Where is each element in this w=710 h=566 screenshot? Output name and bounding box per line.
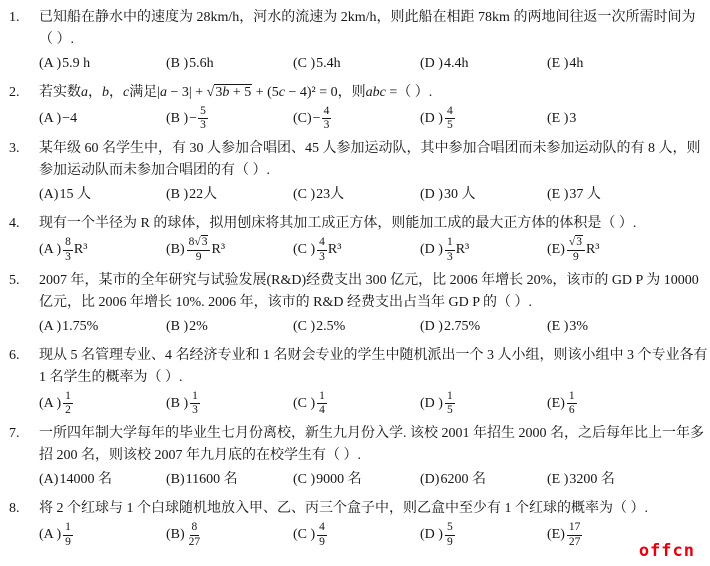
sqrt-symbol: √	[206, 85, 215, 100]
option-value: 6200 名	[440, 472, 486, 488]
answer-option-B	[166, 105, 293, 132]
option-value	[566, 521, 584, 548]
answer-option-C	[293, 316, 420, 338]
question-text-line: 2007 年，某市的全年研究与试验发展(R&D)经费支出 300 亿元，比 2006 年增长 20%，该市的 GD P 为 10000	[39, 272, 699, 288]
fraction-denominator: 5	[446, 404, 453, 417]
answer-option-B	[166, 316, 293, 338]
sqrt-radicand: 3b + 5	[215, 85, 252, 100]
question-1	[9, 7, 698, 76]
option-value: 3	[569, 110, 577, 126]
option-value: 22人	[189, 187, 218, 203]
fraction-denominator: 3	[446, 250, 453, 263]
fraction-numerator: 4	[445, 105, 455, 119]
option-value	[62, 521, 74, 548]
fraction	[567, 236, 585, 263]
fraction-numerator: 1	[190, 390, 200, 404]
option-value: 11600 名	[185, 472, 238, 488]
fraction	[63, 236, 73, 263]
answer-option-E	[547, 390, 578, 417]
option-label: (A )	[39, 395, 62, 411]
option-label: (A )	[39, 318, 62, 334]
question-list	[9, 7, 708, 549]
question-number: 5.	[9, 272, 20, 288]
answer-option-A	[39, 236, 166, 263]
sqrt	[207, 84, 253, 100]
option-value: 4.4h	[443, 56, 469, 71]
question-text-line: 参加运动队而未参加合唱团的有（ ）.	[39, 163, 270, 179]
question-text-line: 一所四年制大学每年的毕业生七月份离校，新生九月份入学. 该校 2001 年招生 2000 名，之后每年比上一年多	[39, 426, 704, 442]
fraction-numerator: 1	[63, 390, 73, 404]
option-label: (D )	[420, 56, 443, 71]
fraction-numerator: 8√3	[187, 236, 211, 250]
fraction-numerator: 4	[317, 521, 327, 535]
answer-option-A	[39, 184, 166, 206]
option-label: (C )	[293, 56, 316, 71]
offcn-logo: offcn	[638, 541, 695, 561]
question-number: 3.	[9, 141, 20, 157]
option-value: 3%	[569, 318, 589, 334]
answer-option-B	[166, 521, 293, 548]
question-body	[39, 498, 698, 548]
option-value	[444, 389, 456, 417]
fraction	[198, 105, 208, 132]
question-number: 2.	[9, 85, 20, 100]
fraction	[567, 390, 577, 417]
answer-option-E	[547, 184, 601, 206]
question-body	[39, 423, 704, 492]
question-text-line: 招 200 名，则该校 2007 年九月底的在校学生有（ ）.	[39, 448, 361, 464]
option-value	[189, 389, 201, 417]
sqrt	[569, 235, 583, 248]
question-body	[39, 82, 698, 132]
option-value: 5.6h	[189, 56, 214, 71]
question-text-line: 若实数a，b，c满足|a − 3| + √3b + 5 + (5c − 4)² = 0，则abc =（ ）.	[39, 85, 433, 100]
answer-option-A	[39, 53, 166, 75]
question-4	[9, 213, 698, 263]
answer-options-row	[39, 390, 698, 417]
option-label: (A )	[39, 242, 62, 258]
answer-option-D	[420, 316, 547, 338]
math-variable: c	[278, 85, 285, 100]
question-3	[9, 138, 701, 207]
answer-option-C	[293, 390, 420, 417]
question-body	[39, 7, 698, 76]
fraction	[190, 390, 200, 417]
option-value: 37 人	[569, 187, 601, 203]
question-text-line: 亿元，比 2006 年增长 10%. 2006 年，该市的 R&D 经费支出占当年 GD P 的（ ）.	[39, 294, 532, 310]
fraction	[63, 390, 73, 417]
answer-option-C	[293, 469, 420, 491]
math-variable: c	[123, 85, 130, 100]
option-value: 1.75%	[62, 318, 99, 334]
answer-option-D	[420, 390, 547, 417]
answer-option-E	[547, 53, 583, 75]
question-number: 1.	[9, 10, 20, 25]
fraction-denominator: 27	[188, 535, 201, 548]
option-label: (B )	[166, 318, 189, 334]
answer-option-B	[166, 184, 293, 206]
fraction-numerator: 17	[567, 521, 583, 535]
option-label: (D )	[420, 395, 443, 411]
answer-option-E	[547, 236, 600, 263]
sqrt-symbol: √	[568, 236, 576, 249]
fraction	[187, 521, 203, 548]
option-label: (B )	[166, 395, 189, 411]
answer-option-C	[293, 53, 420, 75]
option-value: 30 人	[443, 187, 476, 203]
option-value: 9000 名	[316, 472, 362, 488]
answer-option-E	[547, 316, 588, 338]
answer-option-D	[420, 53, 547, 75]
answer-options-row	[39, 52, 698, 76]
option-label: (C )	[293, 527, 316, 543]
fraction-numerator: 1	[445, 390, 455, 404]
fraction	[445, 236, 455, 263]
fraction-numerator: 5	[445, 521, 455, 535]
fraction-denominator: 2	[65, 404, 71, 417]
answer-options-row	[39, 315, 698, 339]
answer-option-B	[166, 236, 293, 263]
sqrt-radicand: 3	[576, 236, 582, 249]
fraction-numerator	[567, 236, 585, 250]
fraction-numerator: 8	[190, 521, 200, 535]
option-value	[444, 521, 456, 548]
option-label: (A )	[39, 56, 62, 71]
option-label: (D )	[420, 187, 443, 203]
option-label: (B )	[166, 56, 189, 71]
option-label: (E )	[547, 318, 569, 334]
fraction-denominator: 27	[568, 535, 581, 548]
answer-option-D	[420, 521, 547, 548]
fraction-denominator: 6	[568, 404, 575, 417]
option-value: − $\frac{5}{3}$	[189, 105, 206, 132]
question-text-line: 1 名学生的概率为（ ）.	[39, 369, 183, 385]
option-label: (D )	[420, 242, 443, 258]
option-value	[316, 521, 328, 548]
answer-option-A	[39, 316, 166, 338]
question-7	[9, 423, 704, 492]
sqrt	[194, 235, 208, 248]
fraction	[63, 521, 73, 548]
option-label: (C )	[293, 187, 316, 203]
question-body	[39, 213, 698, 263]
fraction-numerator: 1	[317, 390, 327, 404]
option-label: (B)	[166, 242, 185, 258]
option-label: (A )	[39, 527, 62, 543]
answer-option-D	[420, 236, 547, 263]
answer-option-C	[293, 184, 420, 206]
answer-option-B	[166, 53, 293, 75]
question-number: 4.	[9, 216, 20, 232]
fraction-numerator: 1	[445, 236, 455, 250]
option-label: (E)	[547, 242, 565, 258]
answer-option-C	[293, 521, 420, 548]
option-label: (E)	[547, 527, 565, 543]
fraction-denominator: 3	[65, 250, 71, 263]
option-value: $\frac{1}{3}$ R³	[446, 236, 470, 263]
sqrt-symbol: √	[194, 236, 201, 249]
option-label: (A)	[39, 187, 59, 203]
fraction	[445, 521, 455, 548]
answer-option-A	[39, 108, 166, 130]
option-label: (D )	[420, 527, 443, 543]
option-value: − $\frac{4}{3}$	[312, 105, 330, 132]
option-value: $\frac{8}{3}$ R³	[65, 236, 88, 263]
question-number: 6.	[9, 347, 20, 363]
option-value: 2.5%	[316, 318, 346, 334]
fraction	[187, 236, 211, 263]
fraction-numerator: 8	[63, 236, 73, 250]
fraction-numerator: 1	[63, 521, 73, 535]
option-label: (B)	[166, 527, 185, 543]
question-8	[9, 498, 698, 548]
fraction-denominator: 3	[319, 250, 325, 263]
option-value: 2%	[189, 318, 208, 334]
fraction-denominator: 4	[319, 404, 325, 417]
option-label: (B)	[166, 472, 185, 488]
math-variable: a	[81, 85, 88, 100]
option-label: (D )	[420, 110, 443, 126]
answer-option-E	[547, 108, 576, 130]
math-variable: a	[160, 85, 168, 100]
fraction-denominator: 5	[446, 119, 453, 132]
answer-option-A	[39, 390, 166, 417]
answer-options-row	[39, 105, 698, 132]
fraction	[317, 521, 327, 548]
math-variable: b	[102, 85, 109, 100]
option-label: (A )	[39, 110, 62, 126]
answer-options-row	[39, 183, 698, 207]
answer-option-C	[293, 105, 420, 132]
option-value: $\frac{4}{3}$ R³	[319, 236, 342, 263]
answer-option-D	[420, 105, 547, 132]
answer-option-A	[39, 521, 166, 548]
answer-option-E	[547, 469, 615, 491]
fraction-denominator: 9	[319, 535, 325, 548]
answer-option-D	[420, 184, 547, 206]
option-label: (C )	[293, 395, 316, 411]
fraction-denominator: 3	[200, 119, 206, 132]
option-value	[566, 389, 578, 417]
question-body	[39, 138, 701, 207]
option-label: (A)	[39, 472, 59, 488]
option-value: 4h	[569, 56, 584, 71]
question-text-line: 某年级 60 名学生中，有 30 人参加合唱团、45 人参加运动队，其中参加合唱团而未参加运动队的有 8 人，则	[39, 141, 701, 157]
option-label: (B )	[166, 187, 189, 203]
option-value	[444, 105, 456, 132]
option-label: (C)	[293, 110, 312, 126]
option-label: (E )	[547, 472, 569, 488]
option-label: (D)	[420, 472, 440, 488]
fraction	[322, 105, 332, 132]
fraction	[567, 521, 583, 548]
question-number: 7.	[9, 426, 20, 442]
option-value	[62, 389, 74, 417]
option-label: (E )	[547, 187, 569, 203]
question-body	[39, 345, 708, 417]
fraction	[445, 390, 455, 417]
option-value: 5.4h	[316, 56, 341, 71]
math-variable: b	[222, 85, 230, 100]
question-text-line: 现从 5 名管理专业、4 名经济专业和 1 名财会专业的学生中随机派出一个 3 人小组，则该小组中 3 个专业各有	[39, 347, 708, 363]
question-6	[9, 345, 708, 417]
option-value: 3200 名	[569, 472, 615, 488]
option-label: (E )	[547, 56, 569, 71]
option-value	[316, 389, 328, 417]
sqrt-radicand: 3	[201, 236, 208, 249]
fraction-denominator: 9	[446, 535, 453, 548]
fraction-numerator: 5	[198, 105, 208, 119]
fraction-numerator: 4	[317, 236, 327, 250]
math-variable: abc	[365, 85, 386, 100]
fraction	[317, 236, 327, 263]
question-2	[9, 82, 698, 132]
option-label: (E)	[547, 395, 565, 411]
answer-option-E	[547, 521, 583, 548]
answer-option-A	[39, 469, 166, 491]
fraction-numerator: 4	[322, 105, 332, 119]
option-value: 15 人	[59, 187, 91, 203]
fraction-denominator: 3	[192, 404, 198, 417]
question-number: 8.	[9, 501, 20, 517]
option-value: 14000 名	[59, 472, 112, 488]
option-value	[186, 521, 204, 548]
answer-option-C	[293, 236, 420, 263]
question-text-line: 将 2 个红球与 1 个白球随机地放入甲、乙、丙三个盒子中，则乙盒中至少有 1 个红球的概率为（ ）.	[39, 501, 648, 517]
answer-options-row	[39, 236, 698, 263]
option-value: 5.9 h	[62, 56, 91, 71]
option-value: $\frac{8√3}{9}$ R³	[188, 236, 226, 263]
option-label: (B )	[166, 110, 189, 126]
fraction-denominator: 9	[65, 535, 71, 548]
fraction	[445, 105, 455, 132]
option-label: (E )	[547, 110, 569, 126]
option-value: 2.75%	[443, 318, 481, 334]
question-body	[39, 270, 698, 339]
question-text-line: 现有一个半径为 R 的球体，拟用刨床将其加工成正方体，则能加工成的最大正方体的体积是（ ）.	[39, 216, 637, 232]
option-value: $\frac{√3}{9}$ R³	[568, 236, 600, 263]
option-label: (C )	[293, 318, 316, 334]
option-label: (D )	[420, 318, 443, 334]
fraction-denominator: 9	[573, 250, 579, 263]
option-value: 23人	[316, 187, 345, 203]
question-text-line: （ ）.	[39, 32, 74, 47]
answer-options-row	[39, 468, 698, 492]
question-text-line: 已知船在静水中的速度为 28km/h，河水的流速为 2km/h，则此船在相距 78km 的两地间往返一次所需时间为	[39, 10, 696, 25]
question-5	[9, 270, 698, 339]
fraction-denominator: 3	[323, 119, 330, 132]
option-label: (C )	[293, 242, 316, 258]
option-label: (C )	[293, 472, 316, 488]
fraction-numerator: 1	[567, 390, 577, 404]
answer-option-D	[420, 469, 547, 491]
fraction	[317, 390, 327, 417]
answer-options-row	[39, 521, 698, 548]
answer-option-B	[166, 390, 293, 417]
option-value: −4	[62, 110, 78, 126]
answer-option-B	[166, 469, 293, 491]
fraction-denominator: 9	[195, 250, 202, 263]
